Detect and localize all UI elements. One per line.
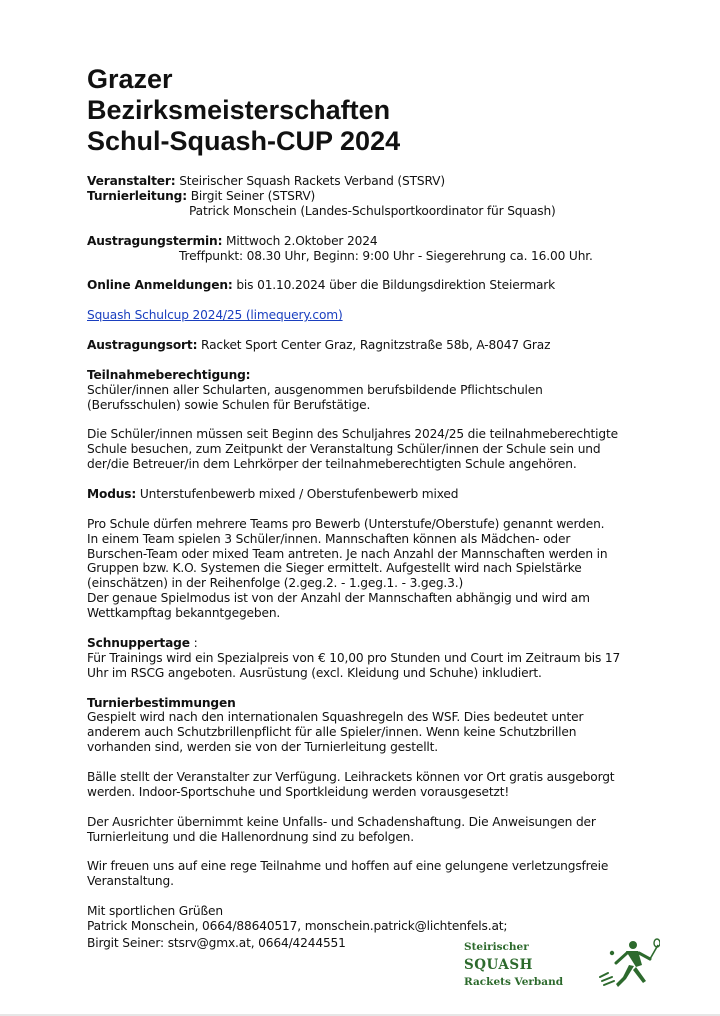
- mode-p-l6: Der genaue Spielmodus ist von der Anzahl der Mannschaften abhängig und wird am: [87, 591, 590, 606]
- date-line: [87, 234, 667, 249]
- logo-line-2: SQUASH: [464, 957, 533, 973]
- organizer-value: Steirischer Squash Rackets Verband (STSRV): [179, 174, 445, 188]
- eligibility-p2-l3: der/die Betreuer/in dem Lehrkörper der teilnahmeberechtigten Schule angehören.: [87, 457, 577, 472]
- registration-link[interactable]: Squash Schulcup 2024/25 (limequery.com): [87, 308, 343, 323]
- mode-value: Unterstufenbewerb mixed / Oberstufenbewerb mixed: [139, 486, 459, 501]
- title-line-3: Schul-Squash-CUP 2024: [87, 126, 401, 156]
- trial-p-l1: Für Trainings wird ein Spezialpreis von € 10,00 pro Stunden und Court im Zeitraum bis 17: [87, 650, 621, 665]
- eligibility-p1-l1: Schüler/innen aller Schularten, ausgenommen berufsbildende Pflichtschulen: [87, 382, 543, 397]
- closing-greeting: Mit sportlichen Grüßen: [87, 904, 223, 919]
- mode-p-l1: Pro Schule dürfen mehrere Teams pro Bewerb (Unterstufe/Oberstufe) genannt werden.: [87, 516, 605, 531]
- rules-p4-l1: Wir freuen uns auf eine rege Teilnahme und hoffen auf eine gelungene verletzungsfreie: [87, 859, 609, 874]
- mode-label: Modus:: [87, 486, 137, 501]
- management-label: Turnierleitung:: [87, 188, 187, 203]
- eligibility-p1-l2: (Berufsschulen) sowie Schulen für Berufstätige.: [87, 397, 371, 412]
- title-line-1: Grazer: [87, 64, 173, 94]
- mode-line: [87, 487, 667, 502]
- document-page: [87, 64, 667, 951]
- mode-p-l3: Burschen-Team oder mixed Team antreten. Je nach Anzahl der Mannschaften werden in: [87, 546, 608, 561]
- eligibility-p2-l1: Die Schüler/innen müssen seit Beginn des Schuljahres 2024/25 die teilnahmeberechtigte: [87, 427, 618, 442]
- management-value-1: Birgit Seiner (STSRV): [190, 188, 316, 203]
- registration-link-line: [87, 308, 667, 323]
- rules-p1-l3: vorhanden sind, werden sie von der Turnierleitung gestellt.: [87, 740, 439, 755]
- rules-p3-l1: Der Ausrichter übernimmt keine Unfalls- und Schadenshaftung. Die Anweisungen der: [87, 814, 596, 829]
- logo-line-1: Steirischer: [464, 941, 529, 953]
- trial-heading-line: [87, 636, 667, 651]
- venue-label: Austragungsort:: [87, 337, 198, 352]
- organizer-label: Veranstalter:: [87, 174, 176, 188]
- rules-p1-l2: anderem auch Schutzbrillenpflicht für alle Spieler/innen. Wenn keine Schutzbrillen: [87, 725, 577, 740]
- mode-p-l5: (einschätzen) in der Reihenfolge (2.geg.2. - 1.geg.1. - 3.geg.3.): [87, 576, 464, 591]
- venue-value: Racket Sport Center Graz, Ragnitzstraße 58b, A-8047 Graz: [201, 337, 551, 352]
- closing-contact-2: Birgit Seiner: stsrv@gmx.at, 0664/4244551: [87, 936, 346, 950]
- title-line-2: Bezirksmeisterschaften: [87, 95, 391, 125]
- trial-colon: :: [189, 635, 198, 650]
- date-times: Treffpunkt: 08.30 Uhr, Beginn: 9:00 Uhr - Siegerehrung ca. 16.00 Uhr.: [179, 248, 593, 263]
- rules-p2-l2: werden. Indoor-Sportschuhe und Sportkleidung werden vorausgesetzt!: [87, 784, 510, 799]
- mode-p-l7: Wettkampftag bekanntgegeben.: [87, 606, 281, 621]
- venue-line: [87, 338, 667, 353]
- squash-player-icon: [596, 937, 660, 993]
- rules-p2-l1: Bälle stellt der Veranstalter zur Verfügung. Leihrackets können vor Ort gratis ausgeborgt: [87, 770, 615, 785]
- organizer-line: [87, 174, 667, 189]
- registration-value: bis 01.10.2024 über die Bildungsdirektion Steiermark: [236, 278, 556, 293]
- management-line: [87, 189, 667, 204]
- eligibility-heading: Teilnahmeberechtigung:: [87, 367, 251, 382]
- registration-label: Online Anmeldungen:: [87, 278, 233, 293]
- mode-p-l4: Gruppen bzw. K.O. Systemen die Sieger ermittelt. Aufgestellt wird nach Spielstärke: [87, 561, 582, 576]
- rules-p4-l2: Veranstaltung.: [87, 874, 174, 889]
- logo-line-3: Rackets Verband: [464, 976, 564, 988]
- document-body: [87, 174, 667, 951]
- trial-heading: Schnuppertage: [87, 635, 190, 650]
- rules-heading: Turnierbestimmungen: [87, 695, 236, 710]
- closing-contact-1: Patrick Monschein, 0664/88640517, monschein.patrick@lichtenfels.at;: [87, 919, 508, 934]
- association-logo-text: [464, 940, 584, 990]
- registration-line: [87, 278, 667, 293]
- management-value-2: Patrick Monschein (Landes-Schulsportkoordinator für Squash): [189, 203, 556, 218]
- date-label: Austragungstermin:: [87, 233, 223, 248]
- rules-p1-l1: Gespielt wird nach den internationalen Squashregeln des WSF. Dies bedeutet unter: [87, 710, 584, 725]
- mode-p-l2: In einem Team spielen 3 Schüler/innen. Mannschaften können als Mädchen- oder: [87, 531, 571, 546]
- document-title: [87, 64, 667, 157]
- date-value: Mittwoch 2.Oktober 2024: [226, 233, 378, 248]
- trial-p-l2: Uhr im RSCG angeboten. Ausrüstung (excl. Kleidung und Schuhe) inkludiert.: [87, 665, 542, 680]
- rules-p3-l2: Turnierleitung und die Hallenordnung sind zu befolgen.: [87, 829, 414, 844]
- eligibility-p2-l2: Schule besuchen, zum Zeitpunkt der Veranstaltung Schüler/innen der Schule sein und: [87, 442, 601, 457]
